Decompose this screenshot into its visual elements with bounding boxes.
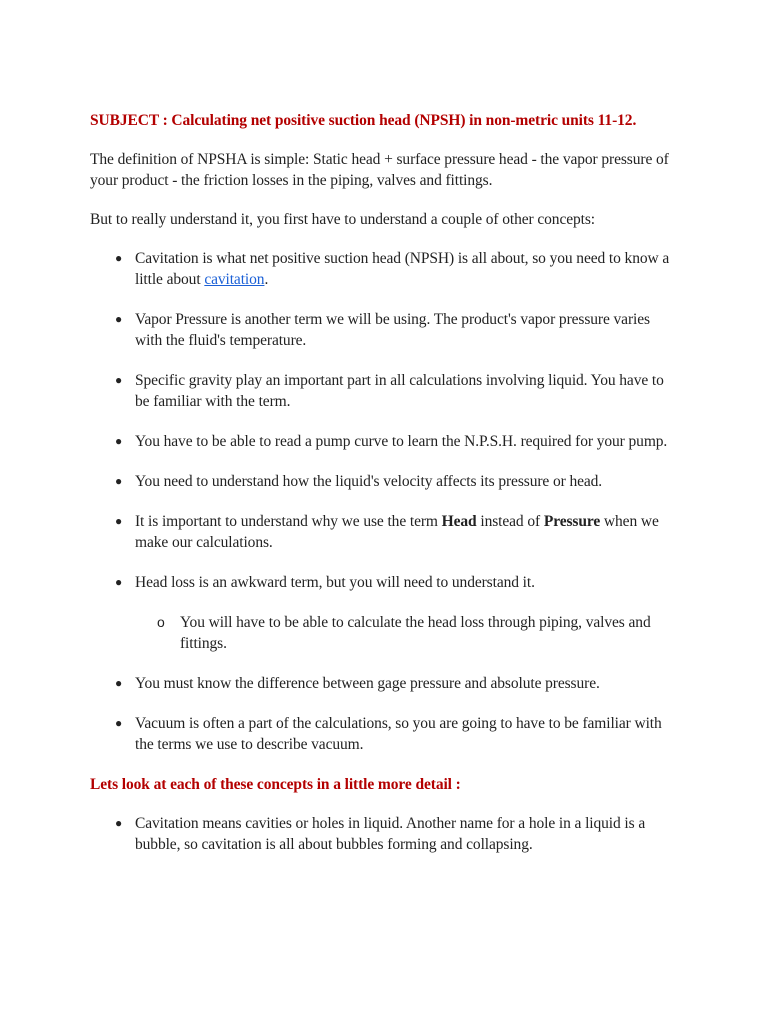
list-item-cavitation (90, 248, 678, 290)
list-item-text: Specific gravity play an important part in all calculations involving liquid. You have to be familiar with the term. (135, 372, 664, 410)
list-item-velocity (90, 471, 678, 492)
list-item-cavitation-detail (90, 813, 678, 855)
bold-term-head: Head (441, 513, 477, 530)
list-item-head-loss (90, 572, 678, 593)
bullet-icon: ● (115, 373, 123, 387)
bullet-icon: ● (115, 474, 123, 488)
bullet-icon: ● (115, 716, 123, 730)
sub-bullet-icon: o (157, 614, 165, 630)
list-item-text: It is important to understand why we use the term (135, 513, 442, 530)
list-item-text: Head loss is an awkward term, but you will need to understand it. (135, 574, 535, 591)
list-item-text: Cavitation is what net positive suction head (NPSH) is all about, so you need to know a little about (135, 250, 670, 288)
detail-heading: Lets look at each of these concepts in a little more detail : (90, 776, 461, 793)
bullet-icon: ● (115, 312, 123, 326)
bullet-icon: ● (115, 575, 123, 589)
bullet-icon: ● (115, 816, 123, 830)
list-item-text: Vapor Pressure is another term we will be using. The product's vapor pressure varies with the fluid's temperature. (135, 311, 650, 349)
list-item-gage-pressure (90, 673, 678, 694)
concepts-list-continued (90, 673, 678, 755)
list-item-text-end: . (264, 271, 269, 288)
intro-paragraph: The definition of NPSHA is simple: Static head + surface pressure head - the vapor pressure of your product - the friction losses in the piping, valves and fittings. (90, 151, 669, 189)
detail-list (90, 813, 678, 855)
list-item-text: You have to be able to read a pump curve to learn the N.P.S.H. required for your pump. (135, 433, 668, 450)
list-item-text-end: when we make our calculations. (135, 513, 659, 551)
sub-list-item-head-loss-calc (90, 612, 678, 654)
list-item-text: Cavitation means cavities or holes in liquid. Another name for a hole in a liquid is a bubble, so cavitation is all about bubbles forming and collapsing. (135, 815, 646, 853)
concepts-intro-paragraph: But to really understand it, you first have to understand a couple of other concepts: (90, 211, 596, 228)
list-item-pump-curve (90, 431, 678, 452)
list-item-vacuum (90, 713, 678, 755)
list-item-text-mid: instead of (476, 513, 544, 530)
list-item-text: You must know the difference between gage pressure and absolute pressure. (135, 675, 600, 692)
bullet-icon: ● (115, 251, 123, 265)
list-item-specific-gravity (90, 370, 678, 412)
bold-term-pressure: Pressure (543, 513, 601, 530)
concepts-list (90, 248, 678, 593)
list-item-vapor-pressure (90, 309, 678, 351)
cavitation-link[interactable]: cavitation (204, 271, 265, 288)
head-loss-sublist (90, 612, 678, 654)
list-item-head-vs-pressure (90, 511, 678, 553)
bullet-icon: ● (115, 434, 123, 448)
bullet-icon: ● (115, 676, 123, 690)
list-item-text: Vacuum is often a part of the calculations, so you are going to have to be familiar with the terms we use to describe vacuum. (135, 715, 662, 753)
sub-list-item-text: You will have to be able to calculate the head loss through piping, valves and fittings. (180, 614, 651, 652)
list-item-text: You need to understand how the liquid's velocity affects its pressure or head. (135, 473, 603, 490)
subject-heading: SUBJECT : Calculating net positive suction head (NPSH) in non-metric units 11-12. (90, 112, 637, 129)
bullet-icon: ● (115, 514, 123, 528)
